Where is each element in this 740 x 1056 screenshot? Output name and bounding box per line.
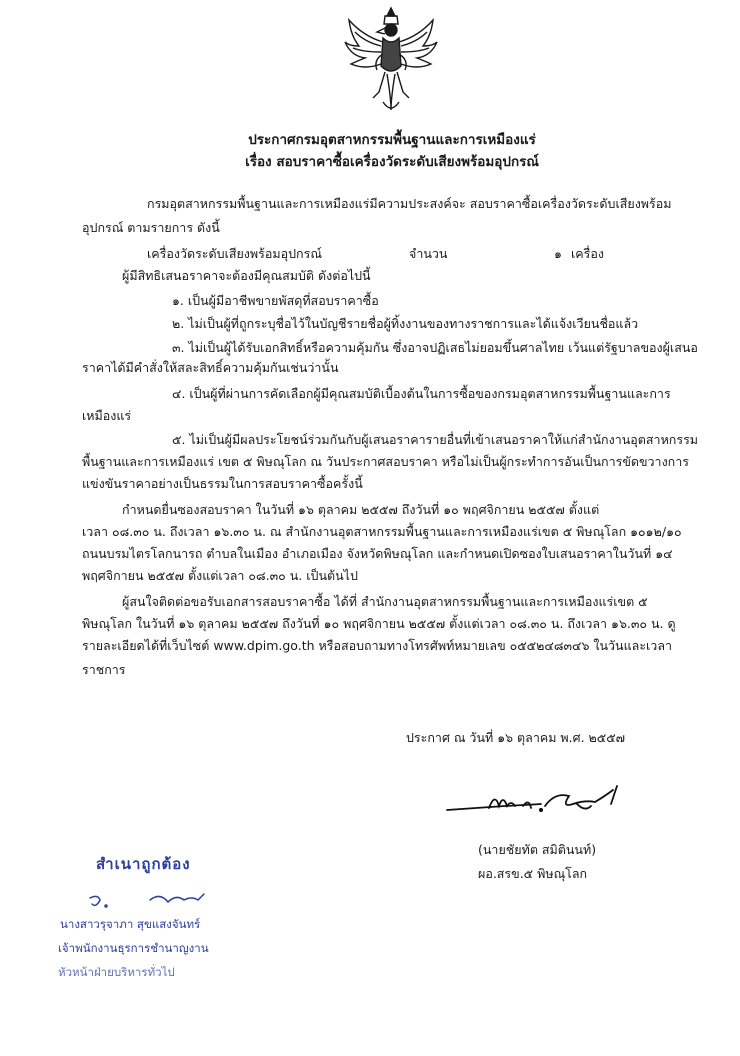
contact-line-4: ราชการ — [82, 662, 126, 677]
item-name: เครื่องวัดระดับเสียงพร้อมอุปกรณ์ — [147, 246, 322, 261]
signer-position: ผอ.สรข.๕ พิษณุโลก — [478, 866, 588, 881]
signature-icon — [445, 782, 630, 827]
garuda-emblem-icon — [343, 6, 439, 116]
stamp-signature-icon — [84, 890, 214, 916]
stamp-title: สำเนาถูกต้อง — [96, 855, 191, 873]
qualification-5-line-1: ๕. ไม่เป็นผู้มีผลประโยชน์ร่วมกันกับผู้เสนอราคารายอื่นที่เข้าเสนอราคาให้แก่สำนักงานอุตสาหกรรม — [172, 432, 699, 447]
qualification-3-line-1: ๓. ไม่เป็นผู้ได้รับเอกสิทธิ์หรือความคุ้มกัน ซึ่งอาจปฏิเสธไม่ยอมขึ้นศาลไทย เว้นแต่รัฐบาลของผู้เสนอ — [172, 340, 698, 355]
qualification-4-line-2: เหมืองแร่ — [82, 408, 132, 423]
announcement-date: ประกาศ ณ วันที่ ๑๖ ตุลาคม พ.ศ. ๒๕๕๗ — [406, 730, 626, 745]
contact-line-2: พิษณุโลก ในวันที่ ๑๖ ตุลาคม ๒๕๕๗ ถึงวันที่ ๑๐ พฤศจิกายน ๒๕๕๗ ตั้งแต่เวลา ๐๘.๓๐ น. ถึงเวลา ๑๖.๓๐ น. ดู — [82, 616, 676, 631]
intro-line-2: อุปกรณ์ ตามรายการ ดังนี้ — [82, 220, 220, 235]
item-unit: เครื่อง — [571, 246, 604, 261]
qualification-1: ๑. เป็นผู้มีอาชีพขายพัสดุที่สอบราคาซื้อ — [172, 293, 379, 308]
stamp-line-1: นางสาวรุจาภา สุขแสงจันทร์ — [60, 917, 201, 931]
signer-name: (นายชัยทัต สมิตินนท์) — [478, 842, 597, 857]
schedule-line-2: เวลา ๐๘.๓๐ น. ถึงเวลา ๑๖.๓๐ น. ณ สำนักงานอุตสาหกรรมพื้นฐานและการเหมืองแร่เขต ๕ พิษณุโลก ๑๐๑๒/๑๐ — [82, 524, 682, 539]
announcement-title: ประกาศกรมอุตสาหกรรมพื้นฐานและการเหมืองแร่ — [248, 132, 536, 148]
qualification-3-line-2: ราคาได้มีคำสั่งให้สละสิทธิ์ความคุ้มกันเช่นว่านั้น — [82, 360, 339, 375]
contact-line-1: ผู้สนใจติดต่อขอรับเอกสารสอบราคาซื้อ ได้ที่ สำนักงานอุตสาหกรรมพื้นฐานและการเหมืองแร่เขต ๕ — [122, 594, 648, 609]
stamp-line-3: หัวหน้าฝ่ายบริหารทั่วไป — [58, 965, 175, 979]
qualification-5-line-2: พื้นฐานและการเหมืองแร่ เขต ๕ พิษณุโลก ณ วันประกาศสอบราคา หรือไม่เป็นผู้กระทำการอันเป็นการขัดขวางการ — [82, 454, 689, 469]
contact-line-3: รายละเอียดได้ที่เว็บไซต์ www.dpim.go.th หรือสอบถามทางโทรศัพท์หมายเลข ๐๕๕๒๔๘๓๔๖ ในวันและเวลา — [82, 638, 673, 653]
schedule-line-1: กำหนดยื่นซองสอบราคา ในวันที่ ๑๖ ตุลาคม ๒๕๕๗ ถึงวันที่ ๑๐ พฤศจิกายน ๒๕๕๗ ตั้งแต่ — [122, 502, 600, 517]
qualification-5-line-3: แข่งขันราคาอย่างเป็นธรรมในการสอบราคาซื้อครั้งนี้ — [82, 476, 363, 491]
qualification-4-line-1: ๔. เป็นผู้ที่ผ่านการคัดเลือกผู้มีคุณสมบัติเบื้องต้นในการซื้อของกรมอุตสาหกรรมพื้นฐานและการ — [172, 386, 671, 401]
stamp-line-2: เจ้าพนักงานธุรการชำนาญงาน — [58, 941, 209, 955]
item-qty-value: ๑ — [554, 246, 562, 261]
schedule-line-4: พฤศจิกายน ๒๕๕๗ ตั้งแต่เวลา ๐๘.๓๐ น. เป็นต้นไป — [82, 568, 358, 583]
qualification-2: ๒. ไม่เป็นผู้ที่ถูกระบุชื่อไว้ในบัญชีรายชื่อผู้ทิ้งงานของทางราชการและได้แจ้งเวียนชื่อแล้ว — [172, 316, 639, 331]
announcement-subject: เรื่อง สอบราคาซื้อเครื่องวัดระดับเสียงพร้อมอุปกรณ์ — [245, 154, 539, 170]
schedule-line-3: ถนนบรมไตรโลกนารถ ตำบลในเมือง อำเภอเมือง จังหวัดพิษณุโลก และกำหนดเปิดซองใบเสนอราคาในวันที่ ๑๔ — [82, 546, 673, 561]
intro-line-1: กรมอุตสาหกรรมพื้นฐานและการเหมืองแร่มีความประสงค์จะ สอบราคาซื้อเครื่องวัดระดับเสียงพร้อม — [147, 196, 672, 211]
item-qty-label: จำนวน — [409, 246, 448, 261]
qualifications-intro: ผู้มีสิทธิเสนอราคาจะต้องมีคุณสมบัติ ดังต่อไปนี้ — [122, 268, 371, 283]
